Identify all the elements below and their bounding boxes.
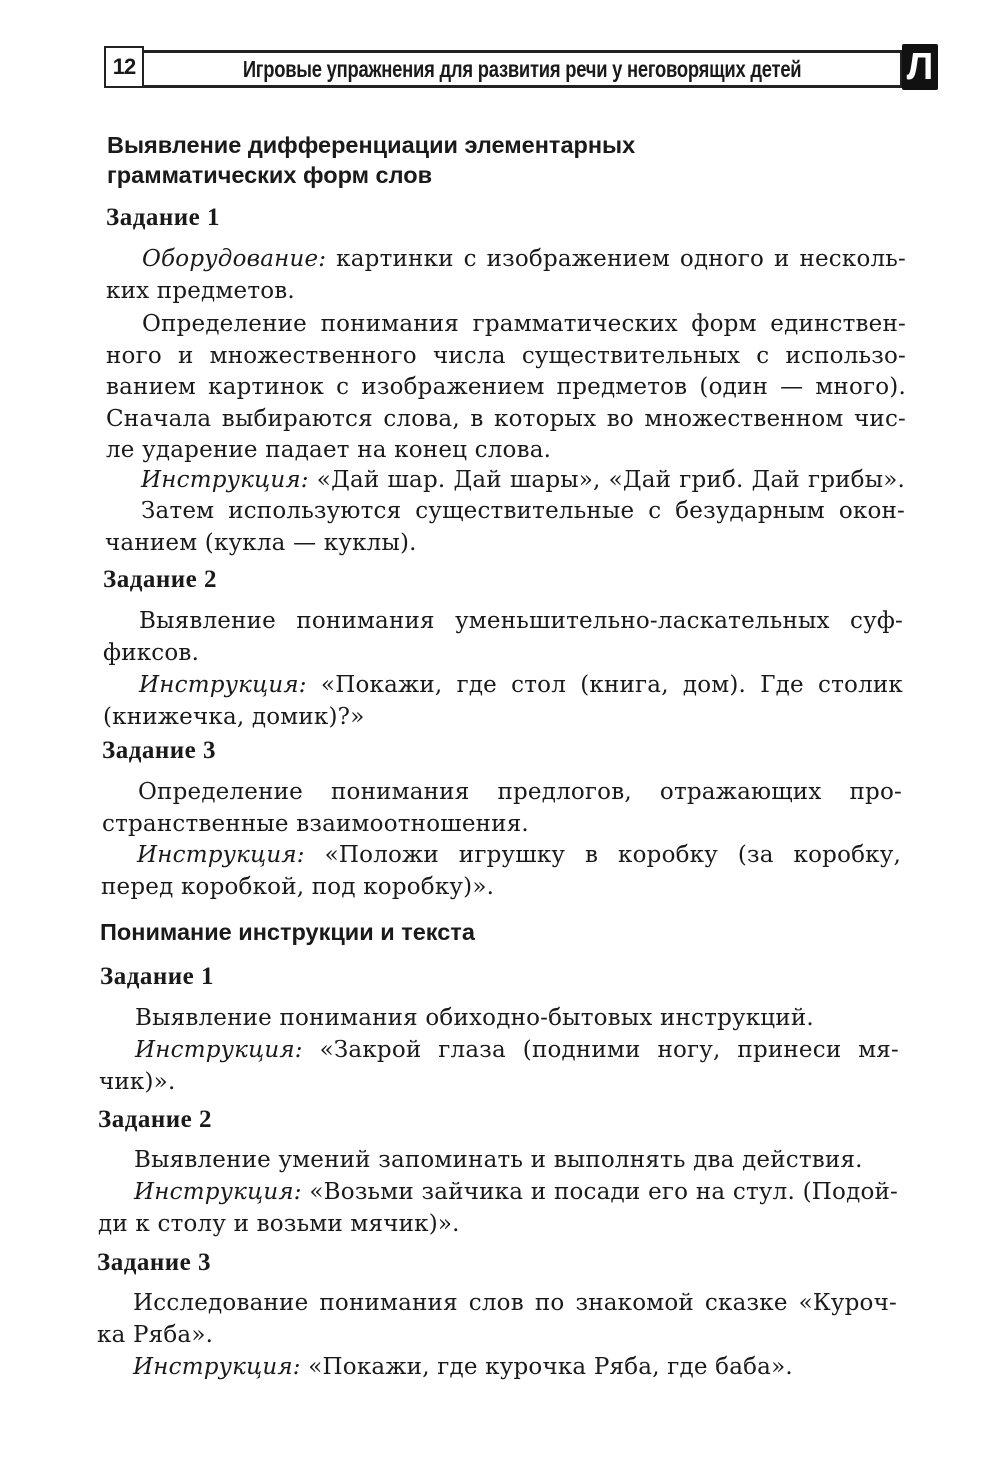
task-title: Задание 2 — [103, 566, 217, 593]
paragraph — [105, 465, 905, 497]
text: ного и множественного числа существительных с использо- — [106, 342, 906, 369]
text: Сначала выбираются слова, в которых во множественном чис- — [106, 405, 906, 432]
paragraph — [98, 1177, 898, 1240]
text: Исследование понимания слов по знакомой сказке «Куроч- — [133, 1290, 897, 1316]
text: Определение понимания грамматических форм единствен- — [142, 311, 906, 337]
task-title: Задание 1 — [100, 963, 214, 990]
text: перед коробкой, под коробку)». — [101, 873, 495, 900]
text: ди к столу и возьми мячик)». — [98, 1210, 460, 1237]
text: Выявление понимания уменьшительно-ласкательных суф- — [139, 608, 903, 634]
text: «Покажи, где стол (книга, дом). Где столик — [306, 672, 903, 698]
lead: Инструкция: — [134, 1179, 302, 1205]
lead: Оборудование: — [142, 246, 327, 272]
paragraph — [98, 1145, 898, 1177]
text: Определение понимания предлогов, отражающих про- — [138, 779, 902, 805]
running-header — [144, 50, 902, 88]
text: Выявление умений запоминать и выполнять два действия. — [134, 1147, 863, 1173]
paragraph — [106, 309, 906, 467]
paragraph — [101, 840, 901, 903]
paragraph — [106, 244, 906, 307]
heading-line: грамматических форм слов — [107, 162, 433, 188]
lead: Инструкция: — [139, 672, 307, 698]
running-header-title: Игровые упражнения для развития речи у неговорящих детей — [242, 55, 802, 82]
task-title: Задание 3 — [102, 737, 216, 764]
text: (книжечка, домик)?» — [103, 703, 365, 730]
task-title: Задание 1 — [106, 204, 220, 231]
text: «Положи игрушку в коробку (за коробку, — [304, 842, 901, 868]
lead: Инструкция: — [133, 1354, 301, 1380]
chapter-letter-badge: Л — [902, 44, 938, 90]
lead: Инструкция: — [141, 467, 309, 493]
paragraph — [102, 777, 902, 840]
text: картинки с изображением одного и несколь- — [326, 246, 906, 272]
paragraph — [103, 606, 903, 669]
section-heading: Понимание инструкции и текста — [100, 919, 475, 945]
text: «Закрой глаза (подними ногу, принеси мя- — [302, 1037, 899, 1063]
section-heading — [107, 130, 635, 190]
text: Затем используются существительные с безударным окон- — [141, 498, 905, 524]
text: чик)». — [99, 1068, 176, 1095]
task-title: Задание 2 — [98, 1106, 212, 1133]
paragraph — [97, 1288, 897, 1351]
paragraph — [99, 1035, 899, 1098]
paragraph — [103, 670, 903, 733]
task-title: Задание 3 — [97, 1249, 211, 1276]
text: «Дай шар. Дай шары», «Дай гриб. Дай грибы». — [308, 467, 905, 493]
lead: Инструкция: — [135, 1037, 303, 1063]
text: ка Ряба». — [97, 1321, 214, 1348]
text: «Возьми зайчика и посади его на стул. (Подой- — [301, 1179, 898, 1205]
paragraph — [99, 1003, 899, 1035]
text: ванием картинок с изображением предметов (один — много). — [106, 374, 906, 400]
text: фиксов. — [103, 639, 200, 666]
paragraph — [105, 496, 905, 559]
text: странственные взаимоотношения. — [102, 810, 529, 837]
paragraph — [97, 1352, 897, 1384]
text: ле ударение падает на конец слова. — [106, 437, 552, 463]
heading-line: Выявление дифференциации элементарных — [107, 132, 636, 158]
page-number: 12 — [104, 46, 144, 88]
text: «Покажи, где курочка Ряба, где баба». — [300, 1354, 793, 1380]
text: ких предметов. — [106, 277, 295, 304]
text: чанием (кукла — куклы). — [105, 529, 417, 556]
text: Выявление понимания обиходно-бытовых инструкций. — [135, 1005, 814, 1031]
lead: Инструкция: — [137, 842, 305, 868]
